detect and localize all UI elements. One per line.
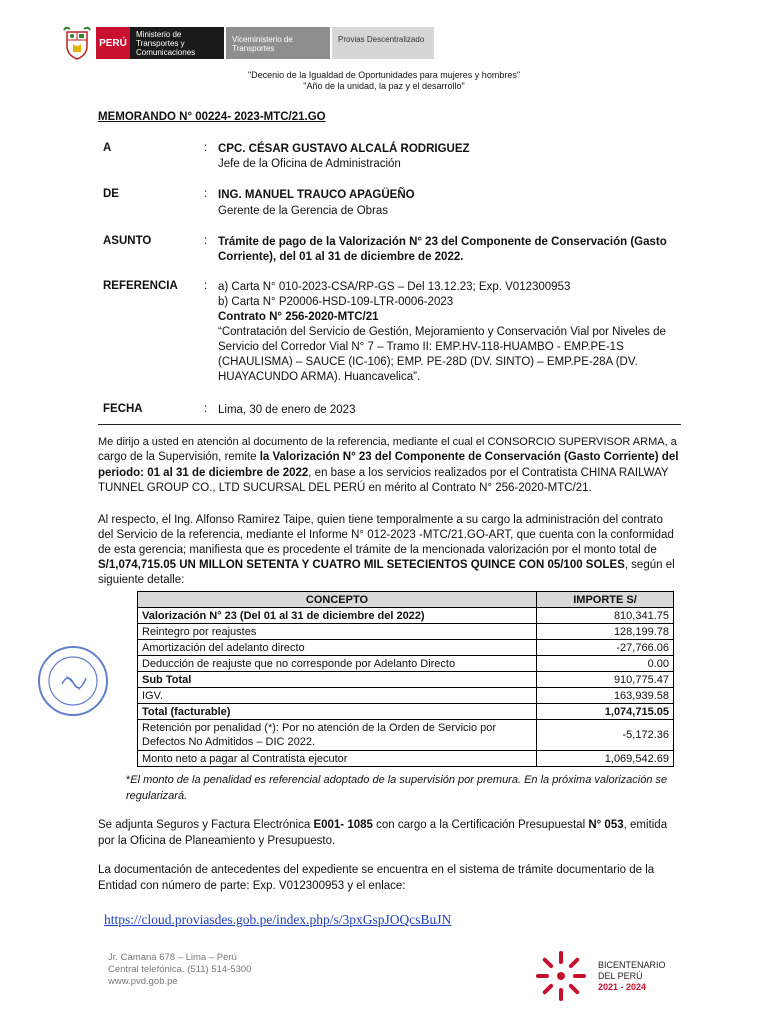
p1-line-2-text: cargo de la Supervisión, remite bbox=[98, 451, 260, 463]
provias-logo: Provias Descentralizado bbox=[332, 27, 434, 59]
p1-line-1: Me dirijo a usted en atención al documento de la referencia, mediante el cual el CONSORCIO SUPERVISOR ARMA, a bbox=[98, 436, 677, 448]
note-star: * bbox=[126, 774, 131, 786]
bicent-line-2: DEL PERÚ bbox=[598, 971, 643, 981]
p3-text-e: , emitida bbox=[623, 819, 668, 831]
referencia-label: REFERENCIA bbox=[103, 280, 178, 292]
a-label: A bbox=[103, 142, 112, 154]
row-concept: Deducción de reajuste que no corresponde por Adelanto Directo bbox=[138, 656, 537, 672]
row-concept: Sub Total bbox=[138, 672, 537, 688]
table-row bbox=[138, 624, 674, 640]
vice-ministry-logo: Viceministerio de Transportes bbox=[226, 27, 330, 59]
p2-line-2: del Servicio de la referencia, mediante el Informe N° 012-2023 -MTC/21.GO-ART, que cuenta con la conformidad bbox=[98, 529, 674, 541]
de-name: ING. MANUEL TRAUCO APAGÜEÑO bbox=[218, 189, 415, 201]
ministry-logo: Ministerio de Transportes y Comunicaciones bbox=[130, 27, 224, 59]
ref-desc-2: Servicio del Corredor Vial N° 7 – Tramo II: EMP.HV-118-HUAMBO - EMP.PE-1S bbox=[218, 341, 624, 353]
fecha-value: Lima, 30 de enero de 2023 bbox=[218, 404, 356, 416]
table-row bbox=[138, 751, 674, 767]
row-amount: 128,199.78 bbox=[537, 624, 674, 640]
p3-line-2: por la Oficina de Planeamiento y Presupuesto. bbox=[98, 835, 336, 847]
p3-text-c: con cargo a la Certificación Presupuestal bbox=[372, 819, 589, 831]
header-concept: CONCEPTO bbox=[138, 592, 537, 608]
p2-line-1: Al respecto, el Ing. Alfonso Ramirez Taipe, quien tiene temporalmente a su cargo la administración del contrato bbox=[98, 514, 663, 526]
a-colon: : bbox=[204, 142, 208, 154]
asunto-line-2: Corriente), del 01 al 31 de diciembre de 2022. bbox=[218, 251, 464, 263]
asunto-label: ASUNTO bbox=[103, 235, 152, 247]
table-row bbox=[138, 608, 674, 624]
detail-table bbox=[137, 591, 674, 767]
cloud-link[interactable]: https://cloud.proviasdes.gob.pe/index.php/s/3pxGspJOQcsBuJN bbox=[104, 912, 452, 927]
referencia-colon: : bbox=[204, 280, 208, 292]
row-amount: 163,939.58 bbox=[537, 688, 674, 704]
p2-line-4 bbox=[98, 558, 687, 574]
header-divider bbox=[98, 424, 681, 425]
year-slogan: "Año de la unidad, la paz y el desarrollo" bbox=[303, 81, 465, 91]
table-row bbox=[138, 688, 674, 704]
table-row bbox=[138, 672, 674, 688]
address-line: Jr. Camaná 678 – Lima – Perú bbox=[108, 952, 237, 963]
ref-desc-4: HUAYACUNDO ARMA). Huancavelica”. bbox=[218, 371, 421, 383]
ref-item-b: b) Carta N° P20006-HSD-109-LTR-0006-2023 bbox=[218, 296, 454, 308]
stamp-seal-icon bbox=[36, 644, 110, 718]
note-text: El monto de la penalidad es referencial adoptado de la supervisión por premura. En la próxima valorización se regularizará. bbox=[126, 774, 668, 802]
row-amount: 910,775.47 bbox=[537, 672, 674, 688]
coat-of-arms-icon bbox=[62, 26, 92, 60]
row-amount: -27,766.06 bbox=[537, 640, 674, 656]
p1-line-3 bbox=[98, 466, 687, 482]
memo-title: MEMORANDO N° 00224- 2023-MTC/21.GO bbox=[98, 111, 326, 123]
row-concept: Valorización N° 23 (Del 01 al 31 de diciembre del 2022) bbox=[138, 608, 537, 624]
invoice-number: E001- 1085 bbox=[313, 819, 373, 831]
de-colon: : bbox=[204, 188, 208, 200]
p1-period: periodo: 01 al 31 de diciembre de 2022 bbox=[98, 467, 309, 479]
p1-line-2-bold: la Valorización N° 23 del Componente de Conservación (Gasto Corriente) del bbox=[259, 451, 679, 463]
website-line: www.pvd.gob.pe bbox=[108, 976, 178, 987]
row-amount: -5,172.36 bbox=[537, 720, 674, 751]
row-concept: Monto neto a pagar al Contratista ejecutor bbox=[138, 751, 537, 767]
ref-contract: Contrato N° 256-2020-MTC/21 bbox=[218, 311, 379, 323]
ref-item-a: a) Carta N° 010-2023-CSA/RP-GS – Del 13.12.23; Exp. V012300953 bbox=[218, 281, 571, 293]
de-role: Gerente de la Gerencia de Obras bbox=[218, 205, 389, 217]
row-concept: Total (facturable) bbox=[138, 704, 537, 720]
decade-slogan: "Decenio de la Igualdad de Oportunidades para mujeres y hombres" bbox=[247, 70, 521, 80]
table-row bbox=[138, 656, 674, 672]
p2-line-4-text: , según el bbox=[624, 559, 675, 571]
bicentenario-logo-icon bbox=[532, 947, 590, 1005]
certification-number: N° 053 bbox=[588, 819, 624, 831]
row-concept: Amortización del adelanto directo bbox=[138, 640, 537, 656]
row-concept: Retención por penalidad (*): Por no atención de la Orden de Servicio por Defectos No Admitidos – DIC 2022. bbox=[138, 720, 537, 751]
table-header-row bbox=[138, 592, 674, 608]
row-amount: 1,074,715.05 bbox=[537, 704, 674, 720]
row-amount: 1,069,542.69 bbox=[537, 751, 674, 767]
bicent-line-1: BICENTENARIO bbox=[598, 960, 666, 970]
footer-address bbox=[108, 952, 251, 988]
ref-desc-1: “Contratación del Servicio de Gestión, Mejoramiento y Conservación Vial por Niveles de bbox=[218, 326, 666, 338]
row-concept: IGV. bbox=[138, 688, 537, 704]
peru-logo bbox=[96, 27, 130, 59]
table-row bbox=[138, 640, 674, 656]
row-amount: 0.00 bbox=[537, 656, 674, 672]
p1-line-3-text: , en base a los servicios realizados por el Contratista CHINA RAILWAY bbox=[308, 467, 669, 479]
p2-line-5: siguiente detalle: bbox=[98, 574, 185, 586]
p4-line-2: Entidad con número de parte: Exp. V012300953 y el enlace: bbox=[98, 880, 406, 892]
table-row bbox=[138, 720, 674, 751]
fecha-label: FECHA bbox=[103, 403, 143, 415]
p1-line-2 bbox=[98, 450, 687, 466]
header-amount: IMPORTE S/ bbox=[537, 592, 674, 608]
ref-desc-3: (CHAULISMA) – SAUCE (IC-106); EMP. PE-28D (DV. SINTO) – EMP.PE-28A (DV. bbox=[218, 356, 638, 368]
a-role: Jefe de la Oficina de Administración bbox=[218, 158, 401, 170]
a-name: CPC. CÉSAR GUSTAVO ALCALÁ RODRIGUEZ bbox=[218, 143, 470, 155]
bicent-years: 2021 - 2024 bbox=[598, 982, 647, 992]
penalty-note bbox=[126, 772, 686, 804]
fecha-colon: : bbox=[204, 403, 208, 415]
p3-text-a: Se adjunta Seguros y Factura Electrónica bbox=[98, 819, 314, 831]
phone-line: Central telefónica. (511) 514-5300 bbox=[108, 964, 252, 975]
p1-line-4: TUNNEL GROUP CO., LTD SUCURSAL DEL PERÚ en mérito al Contrato N° 256-2020-MTC/21. bbox=[98, 482, 592, 494]
p2-line-3: de esta gerencia; manifiesta que es procedente el trámite de la mencionada valorización por el monto total de bbox=[98, 544, 657, 556]
de-label: DE bbox=[103, 188, 119, 200]
p3-line-1 bbox=[98, 818, 687, 834]
p2-amount: S/1,074,715.05 UN MILLON SETENTA Y CUATRO MIL SETECIENTOS QUINCE CON 05/100 SOLES bbox=[98, 559, 625, 571]
p4-line-1: La documentación de antecedentes del expediente se encuentra en el sistema de trámite documentario de la bbox=[98, 864, 655, 876]
asunto-colon: : bbox=[204, 235, 208, 247]
table-row bbox=[138, 704, 674, 720]
row-concept: Reintegro por reajustes bbox=[138, 624, 537, 640]
asunto-line-1: Trámite de pago de la Valorización N° 23 del Componente de Conservación (Gasto bbox=[218, 236, 667, 248]
peru-label: PERÚ bbox=[99, 37, 127, 49]
row-amount: 810,341.75 bbox=[537, 608, 674, 624]
bicentenario-text bbox=[598, 960, 666, 993]
